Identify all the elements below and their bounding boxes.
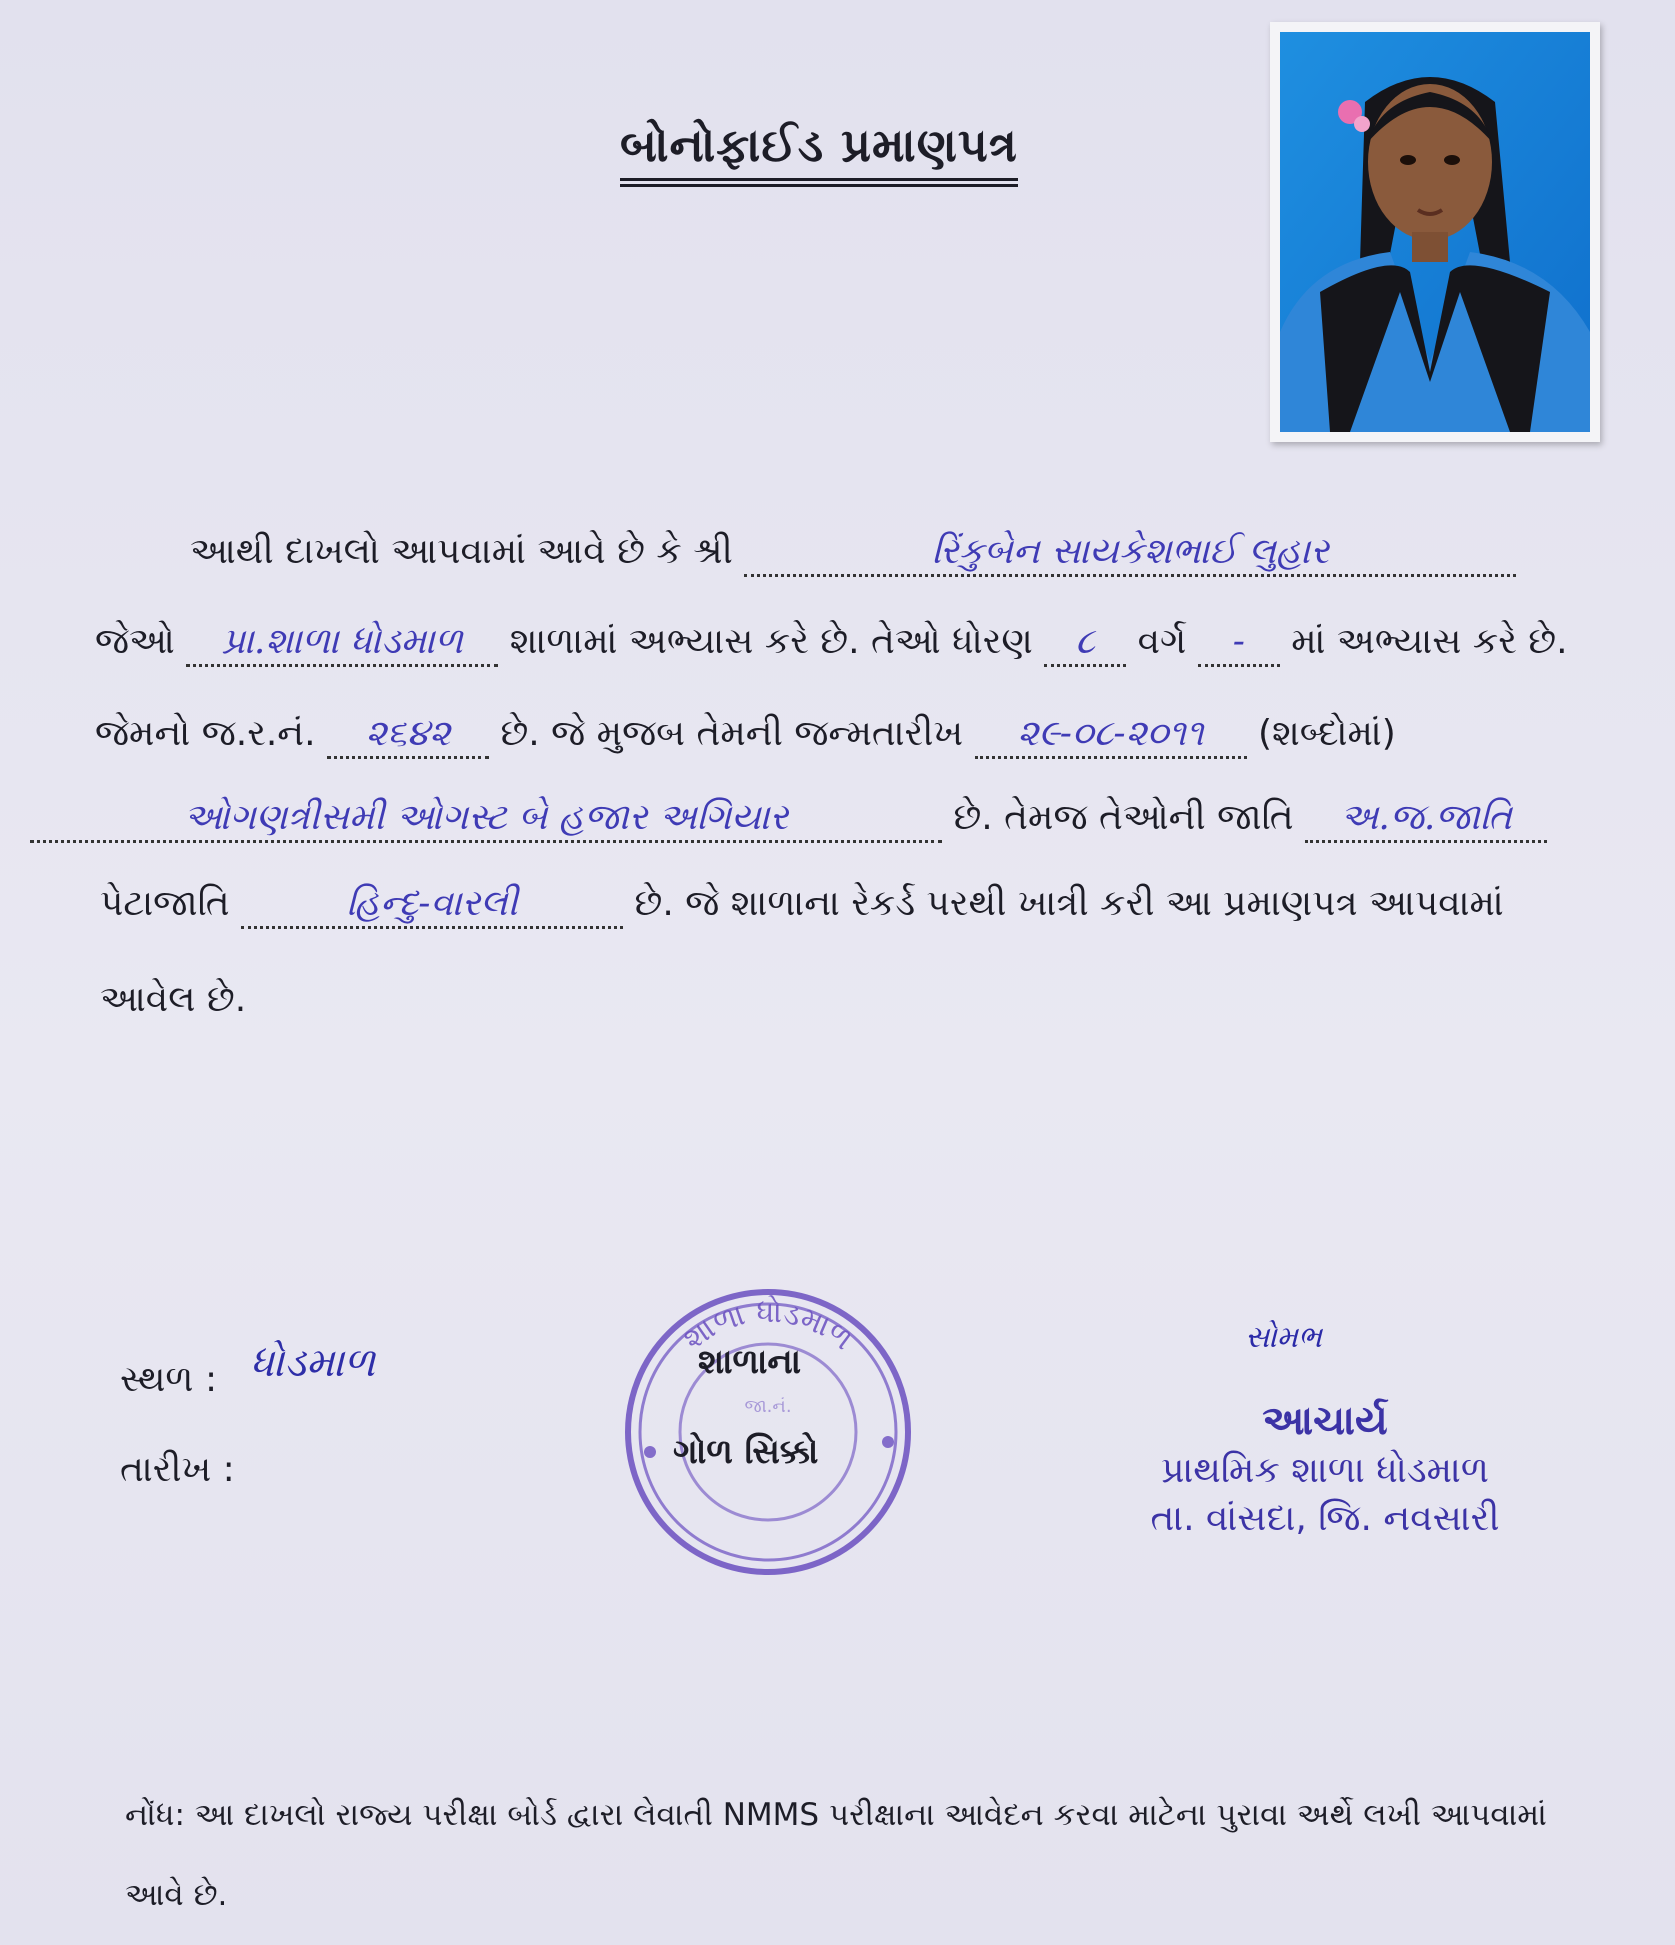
class-label: વર્ગ — [1137, 621, 1187, 662]
signature-initials: સોમભ — [1245, 1320, 1322, 1355]
line-2-prefix: જેઓ — [95, 621, 175, 662]
line-3-suffix: (શબ્દોમાં) — [1257, 713, 1396, 754]
caste-field: અ.જ.જાતિ — [1305, 796, 1547, 843]
student-photo — [1270, 22, 1600, 442]
line-1-prefix: આથી દાખલો આપવામાં આવે છે કે શ્રી — [190, 531, 733, 572]
standard-field: ૮ — [1044, 620, 1126, 667]
line-5-suffix: છે. જે શાળાના રેકર્ડ પરથી ખાત્રી કરી આ પ્રમાણપત્ર આપવામાં — [634, 883, 1504, 924]
line-2-suffix: માં અભ્યાસ કરે છે. — [1291, 621, 1568, 662]
place-label: સ્થળ : — [120, 1359, 218, 1400]
stamp-inner-small: જા.નં. — [744, 1396, 792, 1417]
principal-school: પ્રાથમિક શાળા ધોડમાળ — [1161, 1450, 1489, 1491]
stamp-line-1: શાળાના — [698, 1342, 802, 1382]
body-line-3 — [95, 712, 1396, 759]
line-3-prefix: જેમનો જ.ર.નં. — [95, 713, 316, 754]
body-line-4 — [30, 796, 1547, 843]
student-name-field: રિંકુબેન સાયકેશભાઈ લુહાર — [744, 530, 1516, 577]
line-5-prefix: પેટાજાતિ — [100, 883, 230, 924]
birth-date-field: ૨૯-૦૮-૨૦૧૧ — [975, 712, 1247, 759]
line-2-middle: શાળામાં અભ્યાસ કરે છે. તેઓ ધોરણ — [509, 621, 1033, 662]
stamp-ring-text: શાળા ધોડમાળ — [676, 1294, 860, 1358]
sub-caste-field: હિન્દુ-વારલી — [241, 882, 623, 929]
line-6-text: આવેલ છે. — [100, 979, 247, 1020]
body-line-6 — [100, 978, 246, 1022]
certificate-title: બોનોફાઈડ પ્રમાણપત્ર — [620, 118, 1018, 181]
gr-number-field: ૨૬૪૨ — [327, 712, 489, 759]
body-line-5 — [100, 882, 1504, 929]
stamp-line-2: ગોળ સિક્કો — [673, 1432, 819, 1472]
body-line-2 — [95, 620, 1568, 667]
school-round-stamp — [618, 1282, 918, 1582]
principal-signature-block — [1115, 1398, 1535, 1540]
line-3-middle: છે. જે મુજબ તેમની જન્મતારીખ — [500, 713, 964, 754]
date-label: તારીખ : — [120, 1449, 235, 1490]
place-value: ધોડમાળ — [250, 1340, 376, 1386]
body-line-1 — [190, 530, 1516, 577]
line-4-middle: છે. તેમજ તેઓની જાતિ — [953, 797, 1294, 838]
footer-note: નોંધ: આ દાખલો રાજ્ય પરીક્ષા બોર્ડ દ્વારા લેવાતી NMMS પરીક્ષાના આવેદન કરવા માટેના પુરાવા અર્થે લખી આપવામાં આવે છે. — [125, 1797, 1547, 1913]
principal-title: આચાર્ય — [1262, 1398, 1388, 1444]
birth-date-words-field: ઓગણત્રીસમી ઓગસ્ટ બે હજાર અગિયાર — [30, 796, 942, 843]
principal-taluka: તા. વાંસદા, જિ. નવસારી — [1150, 1498, 1500, 1539]
division-field: - — [1198, 620, 1280, 667]
school-name-field: પ્રા.શાળા ધોડમાળ — [186, 620, 498, 667]
